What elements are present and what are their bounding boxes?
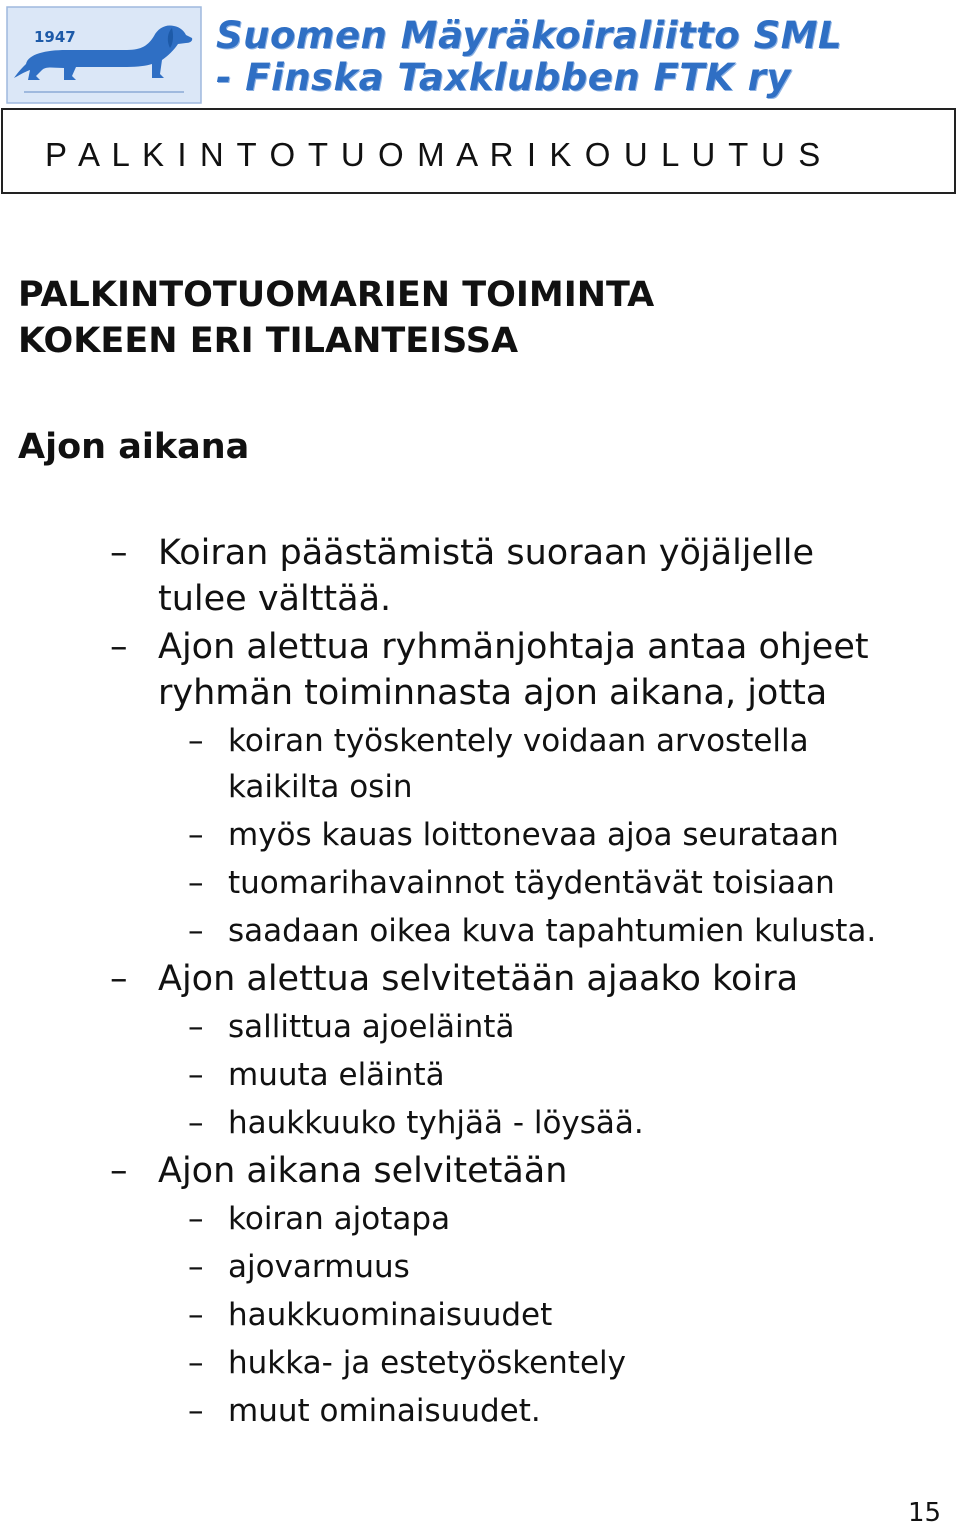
bullet-text-line: haukkuominaisuudet	[228, 1297, 553, 1333]
bullet-text-line: myös kauas loittonevaa ajoa seurataan	[228, 817, 839, 853]
dash-icon: –	[188, 865, 204, 901]
bullet-text-line: sallittua ajoeläintä	[228, 1009, 515, 1045]
dash-icon: –	[188, 817, 204, 853]
bullet-text	[228, 1244, 410, 1290]
dash-icon: –	[188, 1345, 204, 1381]
dachshund-logo	[6, 6, 202, 104]
main-heading-line1: PALKINTOTUOMARIEN TOIMINTA	[18, 275, 655, 315]
logo-year: 1947	[34, 28, 76, 46]
page-number: 15	[908, 1498, 942, 1528]
dash-icon: –	[110, 1151, 128, 1191]
bullet-text	[228, 1100, 644, 1146]
bullet-text	[158, 624, 869, 716]
title-box	[1, 108, 956, 194]
bullet-text-line: kaikilta osin	[228, 769, 413, 805]
bullet-text	[228, 1340, 626, 1386]
dash-icon: –	[188, 913, 204, 949]
dash-icon: –	[188, 1249, 204, 1285]
bullet-text-line: tulee välttää.	[158, 579, 392, 619]
header-banner	[0, 0, 960, 108]
main-heading-line2: KOKEEN ERI TILANTEISSA	[18, 321, 519, 361]
bullet-text	[228, 1292, 552, 1338]
bullet-text	[228, 812, 839, 858]
main-heading	[18, 272, 654, 364]
bullet-text	[228, 908, 876, 954]
bullet-text	[228, 1196, 450, 1242]
dash-icon: –	[188, 1105, 204, 1141]
dash-icon: –	[110, 533, 128, 573]
bullet-text	[158, 530, 814, 622]
bullet-text-line: muuta eläintä	[228, 1057, 445, 1093]
bullet-text-line: Ajon aikana selvitetään	[158, 1151, 568, 1191]
bullet-text	[228, 1052, 445, 1098]
section-title: Ajon aikana	[18, 427, 250, 467]
org-name-line1: Suomen Mäyräkoiraliitto SML	[216, 14, 843, 57]
bullet-text	[158, 1148, 567, 1194]
bullet-text-line: Koiran päästämistä suoraan yöjäljelle	[158, 533, 815, 573]
bullet-text-line: koiran ajotapa	[228, 1201, 451, 1237]
dash-icon: –	[188, 1297, 204, 1333]
bullet-text-line: ryhmän toiminnasta ajon aikana, jotta	[158, 673, 828, 713]
bullet-text-line: Ajon alettua selvitetään ajaako koira	[158, 959, 799, 999]
bullet-text-line: saadaan oikea kuva tapahtumien kulusta.	[228, 913, 877, 949]
dash-icon: –	[188, 1393, 204, 1429]
bullet-text-line: koiran työskentely voidaan arvostella	[228, 723, 809, 759]
bullet-text-line: tuomarihavainnot täydentävät toisiaan	[228, 865, 835, 901]
org-name-line2: - Finska Taxklubben FTK ry	[216, 56, 792, 99]
dash-icon: –	[188, 1009, 204, 1045]
bullet-text	[228, 1388, 541, 1434]
bullet-text-line: muut ominaisuudet.	[228, 1393, 541, 1429]
dash-icon: –	[110, 627, 128, 667]
dash-icon: –	[188, 1057, 204, 1093]
dash-icon: –	[188, 723, 204, 759]
dash-icon: –	[110, 959, 128, 999]
bullet-text	[158, 956, 798, 1002]
bullet-text-line: Ajon alettua ryhmänjohtaja antaa ohjeet	[158, 627, 869, 667]
bullet-text-line: ajovarmuus	[228, 1249, 410, 1285]
bullet-text	[228, 718, 809, 810]
bullet-text	[228, 1004, 514, 1050]
bullet-text-line: hukka- ja estetyöskentely	[228, 1345, 626, 1381]
bullet-text	[228, 860, 835, 906]
page-title: P A L K I N T O T U O M A R I K O U L U T U S	[45, 136, 823, 173]
dash-icon: –	[188, 1201, 204, 1237]
bullet-text-line: haukkuuko tyhjää - löysää.	[228, 1105, 644, 1141]
